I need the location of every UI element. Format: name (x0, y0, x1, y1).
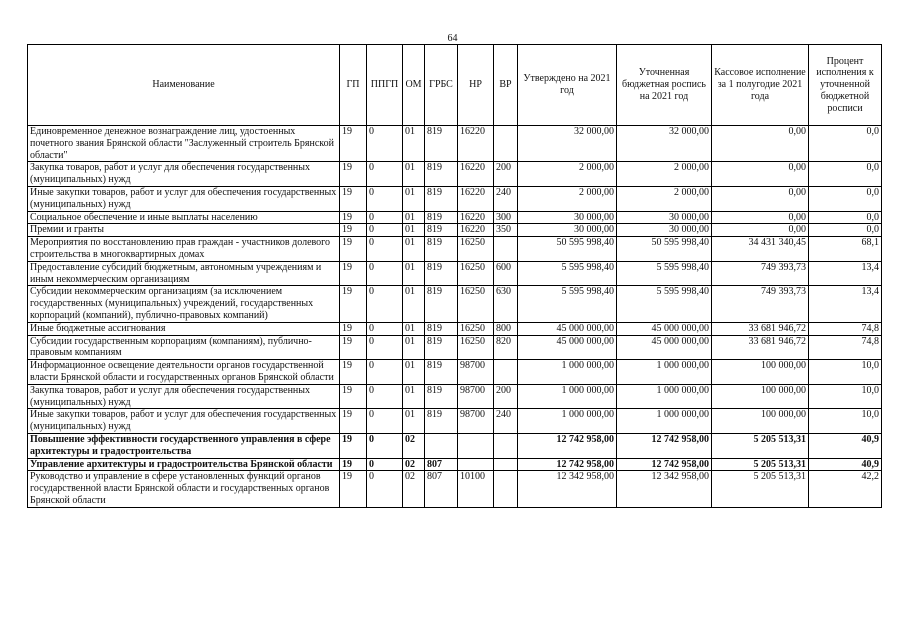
nr-cell: 16250 (458, 261, 494, 286)
cash-cell: 5 205 513,31 (712, 471, 809, 507)
om-cell: 01 (403, 224, 425, 237)
nr-cell: 16250 (458, 286, 494, 322)
revised-cell: 12 742 958,00 (617, 433, 712, 458)
approved-cell: 45 000 000,00 (518, 335, 617, 360)
om-cell: 01 (403, 162, 425, 187)
grbs-cell (425, 433, 458, 458)
table-row (28, 409, 882, 434)
ppgp-cell: 0 (367, 126, 403, 162)
revised-cell: 2 000,00 (617, 162, 712, 187)
table-row (28, 471, 882, 507)
percent-cell: 0,0 (809, 186, 882, 211)
om-cell: 01 (403, 186, 425, 211)
column-header-ppgp: ППГП (367, 45, 403, 126)
table-row (28, 335, 882, 360)
approved-cell: 12 742 958,00 (518, 433, 617, 458)
table-row (28, 224, 882, 237)
revised-cell: 5 595 998,40 (617, 261, 712, 286)
nr-cell: 16250 (458, 335, 494, 360)
cash-cell: 0,00 (712, 186, 809, 211)
revised-cell: 12 342 958,00 (617, 471, 712, 507)
vr-cell: 240 (494, 409, 518, 434)
column-header-grbs: ГРБС (425, 45, 458, 126)
ppgp-cell: 0 (367, 261, 403, 286)
name-cell: Закупка товаров, работ и услуг для обеспечения государственных (муниципальных) нужд (28, 384, 340, 409)
nr-cell: 10100 (458, 471, 494, 507)
grbs-cell: 819 (425, 335, 458, 360)
grbs-cell: 819 (425, 409, 458, 434)
nr-cell: 16250 (458, 237, 494, 262)
revised-cell: 1 000 000,00 (617, 384, 712, 409)
ppgp-cell: 0 (367, 433, 403, 458)
ppgp-cell: 0 (367, 360, 403, 385)
name-cell: Иные бюджетные ассигнования (28, 322, 340, 335)
grbs-cell: 819 (425, 211, 458, 224)
gp-cell: 19 (340, 433, 367, 458)
om-cell: 02 (403, 458, 425, 471)
approved-cell: 30 000,00 (518, 224, 617, 237)
name-cell: Субсидии некоммерческим организациям (за исключением государственных (муниципальных) учреждений, государственных корпораций (компаний), публично-правовых компаний) (28, 286, 340, 322)
vr-cell (494, 126, 518, 162)
om-cell: 01 (403, 335, 425, 360)
approved-cell: 5 595 998,40 (518, 286, 617, 322)
cash-cell: 0,00 (712, 211, 809, 224)
gp-cell: 19 (340, 211, 367, 224)
gp-cell: 19 (340, 126, 367, 162)
approved-cell: 45 000 000,00 (518, 322, 617, 335)
approved-cell: 2 000,00 (518, 186, 617, 211)
gp-cell: 19 (340, 384, 367, 409)
percent-cell: 0,0 (809, 211, 882, 224)
table-row (28, 211, 882, 224)
nr-cell: 98700 (458, 409, 494, 434)
vr-cell: 200 (494, 384, 518, 409)
vr-cell: 350 (494, 224, 518, 237)
percent-cell: 40,9 (809, 433, 882, 458)
grbs-cell: 819 (425, 322, 458, 335)
cash-cell: 34 431 340,45 (712, 237, 809, 262)
ppgp-cell: 0 (367, 211, 403, 224)
percent-cell: 10,0 (809, 409, 882, 434)
cash-cell: 749 393,73 (712, 261, 809, 286)
ppgp-cell: 0 (367, 186, 403, 211)
ppgp-cell: 0 (367, 237, 403, 262)
name-cell: Социальное обеспечение и иные выплаты населению (28, 211, 340, 224)
percent-cell: 40,9 (809, 458, 882, 471)
column-header-vr: ВР (494, 45, 518, 126)
cash-cell: 749 393,73 (712, 286, 809, 322)
nr-cell (458, 433, 494, 458)
percent-cell: 13,4 (809, 261, 882, 286)
vr-cell (494, 237, 518, 262)
ppgp-cell: 0 (367, 471, 403, 507)
nr-cell: 98700 (458, 384, 494, 409)
vr-cell: 240 (494, 186, 518, 211)
ppgp-cell: 0 (367, 458, 403, 471)
table-row (28, 322, 882, 335)
vr-cell (494, 433, 518, 458)
percent-cell: 0,0 (809, 162, 882, 187)
approved-cell: 12 342 958,00 (518, 471, 617, 507)
name-cell: Иные закупки товаров, работ и услуг для обеспечения государственных (муниципальных) нужд (28, 186, 340, 211)
vr-cell: 800 (494, 322, 518, 335)
table-row (28, 458, 882, 471)
vr-cell: 300 (494, 211, 518, 224)
approved-cell: 32 000,00 (518, 126, 617, 162)
table-row (28, 186, 882, 211)
gp-cell: 19 (340, 186, 367, 211)
grbs-cell: 807 (425, 471, 458, 507)
percent-cell: 10,0 (809, 360, 882, 385)
revised-cell: 2 000,00 (617, 186, 712, 211)
vr-cell: 820 (494, 335, 518, 360)
nr-cell: 16220 (458, 224, 494, 237)
revised-cell: 45 000 000,00 (617, 322, 712, 335)
table-row (28, 360, 882, 385)
table-row (28, 261, 882, 286)
approved-cell: 50 595 998,40 (518, 237, 617, 262)
revised-cell: 30 000,00 (617, 211, 712, 224)
approved-cell: 2 000,00 (518, 162, 617, 187)
name-cell: Предоставление субсидий бюджетным, автономным учреждениям и иным некоммерческим организациям (28, 261, 340, 286)
om-cell: 02 (403, 433, 425, 458)
approved-cell: 1 000 000,00 (518, 384, 617, 409)
approved-cell: 1 000 000,00 (518, 360, 617, 385)
cash-cell: 0,00 (712, 162, 809, 187)
gp-cell: 19 (340, 224, 367, 237)
nr-cell: 16220 (458, 186, 494, 211)
percent-cell: 13,4 (809, 286, 882, 322)
column-header-revised: Уточненная бюджетная роспись на 2021 год (617, 45, 712, 126)
name-cell: Управление архитектуры и градостроительства Брянской области (28, 458, 340, 471)
name-cell: Премии и гранты (28, 224, 340, 237)
revised-cell: 12 742 958,00 (617, 458, 712, 471)
ppgp-cell: 0 (367, 409, 403, 434)
gp-cell: 19 (340, 335, 367, 360)
page-number: 64 (447, 33, 458, 44)
table-body (28, 126, 882, 508)
cash-cell: 33 681 946,72 (712, 322, 809, 335)
om-cell: 02 (403, 471, 425, 507)
revised-cell: 5 595 998,40 (617, 286, 712, 322)
gp-cell: 19 (340, 360, 367, 385)
revised-cell: 45 000 000,00 (617, 335, 712, 360)
revised-cell: 32 000,00 (617, 126, 712, 162)
revised-cell: 1 000 000,00 (617, 409, 712, 434)
om-cell: 01 (403, 211, 425, 224)
vr-cell (494, 458, 518, 471)
percent-cell: 68,1 (809, 237, 882, 262)
cash-cell: 100 000,00 (712, 409, 809, 434)
om-cell: 01 (403, 322, 425, 335)
gp-cell: 19 (340, 322, 367, 335)
name-cell: Иные закупки товаров, работ и услуг для обеспечения государственных (муниципальных) нужд (28, 409, 340, 434)
cash-cell: 5 205 513,31 (712, 433, 809, 458)
om-cell: 01 (403, 237, 425, 262)
name-cell: Субсидии государственным корпорациям (компаниям), публично-правовым компаниям (28, 335, 340, 360)
percent-cell: 74,8 (809, 335, 882, 360)
approved-cell: 30 000,00 (518, 211, 617, 224)
table-row (28, 286, 882, 322)
ppgp-cell: 0 (367, 384, 403, 409)
om-cell: 01 (403, 360, 425, 385)
cash-cell: 0,00 (712, 126, 809, 162)
table-row (28, 162, 882, 187)
gp-cell: 19 (340, 286, 367, 322)
nr-cell: 16220 (458, 162, 494, 187)
approved-cell: 5 595 998,40 (518, 261, 617, 286)
name-cell: Мероприятия по восстановлению прав граждан - участников долевого строительства в многоквартирных домах (28, 237, 340, 262)
grbs-cell: 819 (425, 186, 458, 211)
gp-cell: 19 (340, 458, 367, 471)
gp-cell: 19 (340, 261, 367, 286)
cash-cell: 33 681 946,72 (712, 335, 809, 360)
revised-cell: 50 595 998,40 (617, 237, 712, 262)
vr-cell (494, 360, 518, 385)
name-cell: Повышение эффективности государственного управления в сфере архитектуры и градостроительства (28, 433, 340, 458)
cash-cell: 0,00 (712, 224, 809, 237)
grbs-cell: 819 (425, 384, 458, 409)
revised-cell: 1 000 000,00 (617, 360, 712, 385)
vr-cell (494, 471, 518, 507)
nr-cell: 98700 (458, 360, 494, 385)
vr-cell: 600 (494, 261, 518, 286)
cash-cell: 100 000,00 (712, 360, 809, 385)
column-header-gp: ГП (340, 45, 367, 126)
grbs-cell: 819 (425, 261, 458, 286)
grbs-cell: 807 (425, 458, 458, 471)
gp-cell: 19 (340, 237, 367, 262)
cash-cell: 100 000,00 (712, 384, 809, 409)
grbs-cell: 819 (425, 162, 458, 187)
header-row (28, 45, 882, 126)
ppgp-cell: 0 (367, 286, 403, 322)
gp-cell: 19 (340, 409, 367, 434)
name-cell: Информационное освещение деятельности органов государственной власти Брянской области и государственных органов Брянской области (28, 360, 340, 385)
percent-cell: 0,0 (809, 126, 882, 162)
percent-cell: 74,8 (809, 322, 882, 335)
nr-cell (458, 458, 494, 471)
percent-cell: 10,0 (809, 384, 882, 409)
column-header-name: Наименование (28, 45, 340, 126)
ppgp-cell: 0 (367, 335, 403, 360)
grbs-cell: 819 (425, 360, 458, 385)
om-cell: 01 (403, 286, 425, 322)
cash-cell: 5 205 513,31 (712, 458, 809, 471)
column-header-percent: Процент исполнения к уточненной бюджетной росписи (809, 45, 882, 126)
ppgp-cell: 0 (367, 322, 403, 335)
grbs-cell: 819 (425, 237, 458, 262)
name-cell: Руководство и управление в сфере установленных функций органов государственной власти Брянской области и государственных органов Брянской области (28, 471, 340, 507)
grbs-cell: 819 (425, 126, 458, 162)
name-cell: Единовременное денежное вознаграждение лиц, удостоенных почетного звания Брянской области "Заслуженный строитель Брянской области" (28, 126, 340, 162)
table-row (28, 237, 882, 262)
ppgp-cell: 0 (367, 224, 403, 237)
vr-cell: 200 (494, 162, 518, 187)
nr-cell: 16250 (458, 322, 494, 335)
om-cell: 01 (403, 126, 425, 162)
percent-cell: 0,0 (809, 224, 882, 237)
table-row (28, 126, 882, 162)
vr-cell: 630 (494, 286, 518, 322)
grbs-cell: 819 (425, 286, 458, 322)
om-cell: 01 (403, 261, 425, 286)
column-header-nr: НР (458, 45, 494, 126)
column-header-approved: Утверждено на 2021 год (518, 45, 617, 126)
om-cell: 01 (403, 384, 425, 409)
grbs-cell: 819 (425, 224, 458, 237)
om-cell: 01 (403, 409, 425, 434)
table-row (28, 433, 882, 458)
ppgp-cell: 0 (367, 162, 403, 187)
gp-cell: 19 (340, 162, 367, 187)
column-header-om: ОМ (403, 45, 425, 126)
name-cell: Закупка товаров, работ и услуг для обеспечения государственных (муниципальных) нужд (28, 162, 340, 187)
budget-table (27, 44, 882, 508)
revised-cell: 30 000,00 (617, 224, 712, 237)
gp-cell: 19 (340, 471, 367, 507)
percent-cell: 42,2 (809, 471, 882, 507)
approved-cell: 12 742 958,00 (518, 458, 617, 471)
table-row (28, 384, 882, 409)
nr-cell: 16220 (458, 126, 494, 162)
column-header-cash: Кассовое исполнение за 1 полугодие 2021 года (712, 45, 809, 126)
nr-cell: 16220 (458, 211, 494, 224)
approved-cell: 1 000 000,00 (518, 409, 617, 434)
